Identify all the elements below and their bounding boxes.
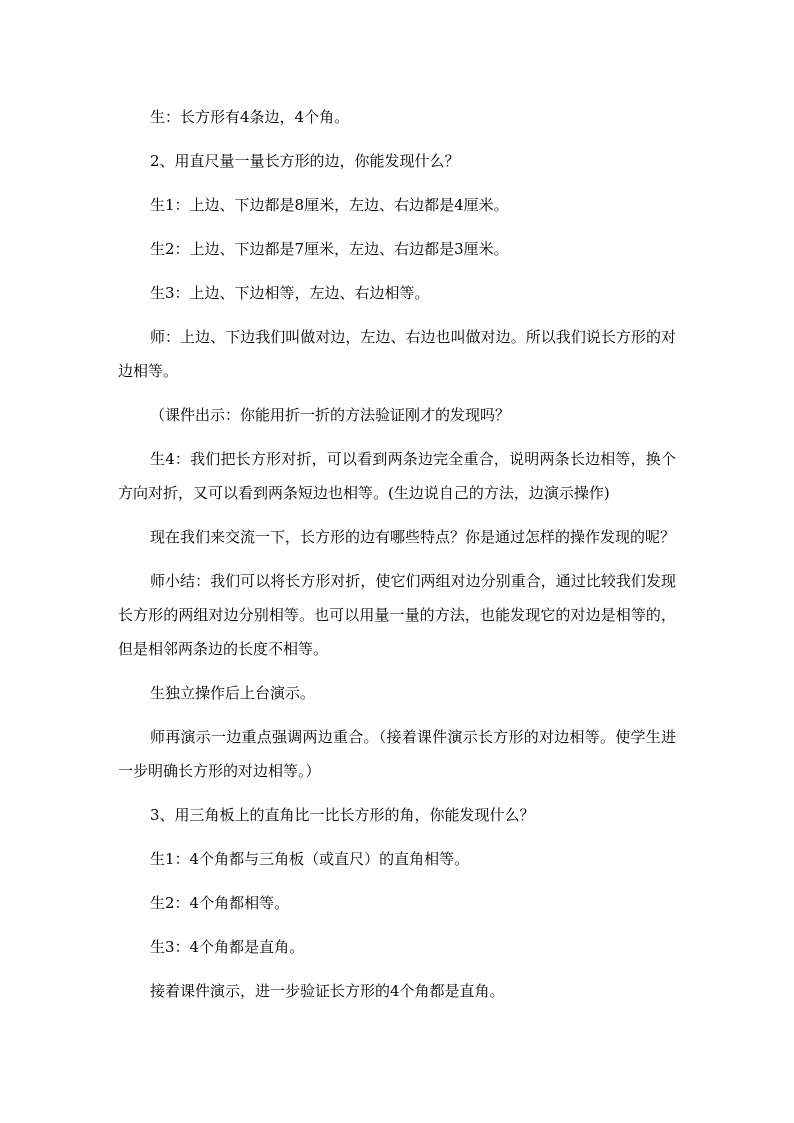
paragraph-16: 生3：4个角都是直角。 bbox=[150, 938, 305, 956]
paragraph-14: 生1：4个角都与三角板（或直尺）的直角相等。 bbox=[150, 850, 470, 868]
paragraph-3: 生1：上边、下边都是8厘米，左边、右边都是4厘米。 bbox=[150, 196, 509, 214]
paragraph-10: 师小结：我们可以将长方形对折，使它们两组对边分别重合，通过比较我们发现长方形的两组对边分别相等。也可以用量一量的方法，也能发现它的对边是相等的，但是相邻两条边的长度不相等。 bbox=[118, 572, 676, 658]
paragraph-5: 生3：上边、下边相等，左边、右边相等。 bbox=[150, 284, 430, 302]
paragraph-17: 接着课件演示，进一步验证长方形的4个角都是直角。 bbox=[150, 982, 505, 1000]
paragraph-1: 生：长方形有4条边，4个角。 bbox=[150, 108, 350, 126]
paragraph-15: 生2：4个角都相等。 bbox=[150, 894, 290, 912]
paragraph-11: 生独立操作后上台演示。 bbox=[150, 684, 316, 702]
paragraph-12: 师再演示一边重点强调两边重合。（接着课件演示长方形的对边相等。使学生进一步明确长方形的对边相等。） bbox=[118, 728, 676, 780]
paragraph-6: 师：上边、下边我们叫做对边，左边、右边也叫做对边。所以我们说长方形的对边相等。 bbox=[118, 328, 676, 380]
paragraph-8: 生4：我们把长方形对折，可以看到两条边完全重合，说明两条长边相等，换个方向对折，又可以看到两条短边也相等。(生边说自己的方法，边演示操作) bbox=[118, 450, 676, 502]
paragraph-7: （课件出示：你能用折一折的方法验证刚才的发现吗？ bbox=[150, 406, 511, 424]
paragraph-4: 生2：上边、下边都是7厘米，左边、右边都是3厘米。 bbox=[150, 240, 509, 258]
paragraph-13: 3、用三角板上的直角比一比长方形的角，你能发现什么？ bbox=[150, 806, 535, 824]
paragraph-2: 2、用直尺量一量长方形的边，你能发现什么？ bbox=[150, 152, 460, 170]
paragraph-9: 现在我们来交流一下，长方形的边有哪些特点？你是通过怎样的操作发现的呢？ bbox=[150, 528, 676, 546]
